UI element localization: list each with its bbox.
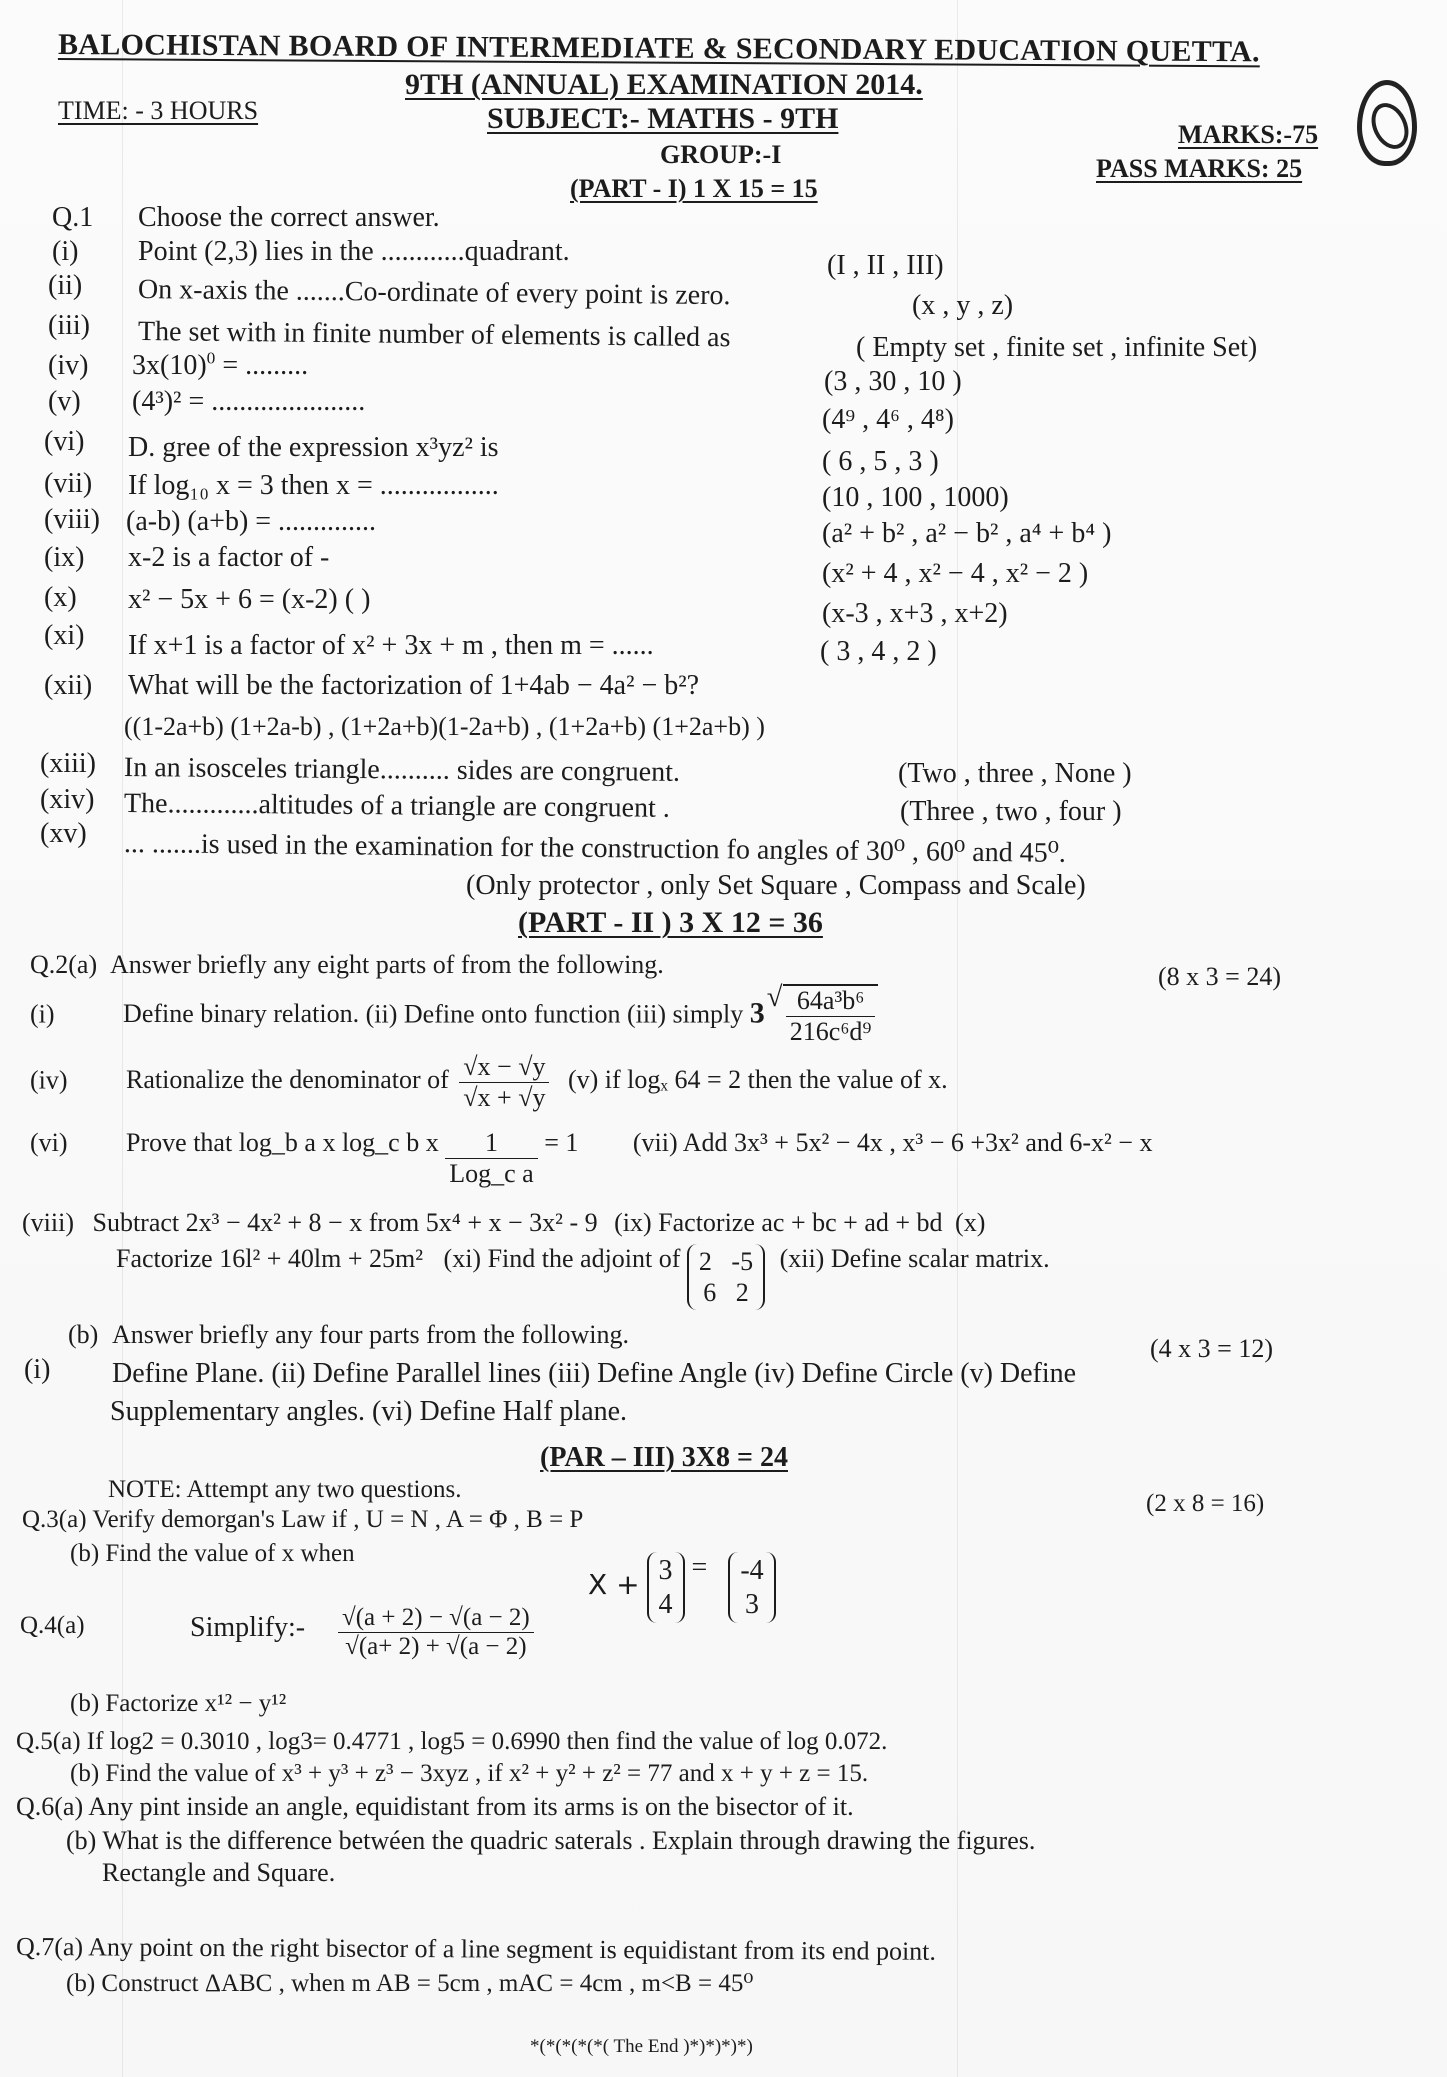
q6b-text: (b) What is the difference betwéen the quadric saterals . Explain through drawing the figures. bbox=[66, 1826, 1036, 1855]
end-marker: *(*(*(*(*( The End )*)*)*)*) bbox=[530, 2036, 753, 2057]
part-number: (viii) bbox=[22, 1208, 74, 1237]
question-text: Rationalize the denominator of bbox=[126, 1065, 449, 1095]
matrix-cell: 4 bbox=[658, 1588, 673, 1620]
fraction bbox=[338, 1604, 534, 1661]
q2a-marks: (8 x 3 = 24) bbox=[1158, 962, 1281, 991]
q2b-line-2: Supplementary angles. (vi) Define Half plane. bbox=[110, 1396, 628, 1427]
part3-marks: (2 x 8 = 16) bbox=[1146, 1490, 1265, 1517]
q5b-text: (b) Find the value of x³ + y³ + z³ − 3xyz , if x² + y² + z² = 77 and x + y + z = 15. bbox=[70, 1760, 869, 1787]
question-text: (vii) Add 3x³ + 5x² − 4x , x³ − 6 +3x² and 6-x² − x bbox=[632, 1128, 1153, 1157]
q2a-label: Q.2(a) bbox=[30, 950, 98, 979]
mcq-question: x-2 is a factor of - bbox=[128, 542, 330, 573]
q3a-text: Q.3(a) Verify demorgan's Law if , U = N , A = Φ , B = P bbox=[22, 1506, 584, 1533]
mcq-options: (10 , 100 , 1000) bbox=[822, 482, 1009, 513]
fraction bbox=[445, 1128, 537, 1189]
marks-label: MARKS:-75 bbox=[1178, 120, 1319, 149]
question-text: (xi) Find the adjoint of bbox=[443, 1244, 681, 1273]
mcq-number: (ii) bbox=[48, 270, 83, 301]
mcq-number: (xi) bbox=[44, 620, 85, 651]
part3-note: NOTE: Attempt any two questions. bbox=[108, 1476, 462, 1503]
denominator: √(a+ 2) + √(a − 2) bbox=[345, 1633, 527, 1660]
q3b-text: (b) Find the value of x when bbox=[70, 1540, 355, 1567]
denominator: 216c⁶d⁹ bbox=[789, 1017, 872, 1046]
mcq-options: ( 3 , 4 , 2 ) bbox=[820, 636, 937, 667]
question-text: (iii) simply bbox=[627, 999, 744, 1029]
numerator: √ 64a³b⁶ bbox=[786, 986, 876, 1017]
q1-label: Q.1 bbox=[52, 202, 94, 233]
q6b-text-cont: Rectangle and Square. bbox=[102, 1858, 336, 1887]
q7b-text: (b) Construct ΔABC , when m AB = 5cm , mAC = 4cm , m<B = 45⁰ bbox=[66, 1970, 754, 1997]
q2a-line-5 bbox=[116, 1244, 1050, 1310]
q2a-line-4 bbox=[22, 1208, 985, 1238]
mcq-question: On x-axis the .......Co-ordinate of every point is zero. bbox=[137, 274, 731, 312]
mcq-number: (xii) bbox=[44, 670, 93, 701]
mcq-options: (x , y , z) bbox=[912, 290, 1014, 321]
mcq-options: (x² + 4 , x² − 4 , x² − 2 ) bbox=[822, 558, 1089, 589]
mcq-number: (xiv) bbox=[40, 784, 95, 815]
subject-label: SUBJECT:- MATHS - 9TH bbox=[487, 102, 839, 135]
matrix-cell: -5 bbox=[731, 1247, 754, 1276]
time-label: TIME: - 3 HOURS bbox=[58, 96, 259, 125]
question-text: (ix) Factorize ac + bc + ad + bd bbox=[614, 1208, 943, 1237]
matrix-cell: -4 bbox=[740, 1555, 764, 1586]
mcq-options: (3 , 30 , 10 ) bbox=[824, 366, 962, 397]
cube-root-expression bbox=[783, 984, 879, 1047]
q7a-text: Q.7(a) Any point on the right bisector of a line segment is equidistant from its end point. bbox=[15, 1932, 937, 1966]
mcq-question: The.............altitudes of a triangle are congruent . bbox=[123, 788, 670, 824]
matrix-cell: 3 bbox=[658, 1555, 673, 1586]
question-text: (ii) Define onto function bbox=[365, 999, 621, 1029]
mcq-question: If x+1 is a factor of x² + 3x + m , then m = ...... bbox=[128, 630, 654, 661]
mcq-question: D. gree of the expression x³yz² is bbox=[128, 432, 499, 463]
mcq-number: (v) bbox=[48, 386, 81, 417]
question-text: (v) if logₓ 64 = 2 then the value of x. bbox=[567, 1065, 948, 1095]
board-title: BALOCHISTAN BOARD OF INTERMEDIATE & SECONDARY EDUCATION QUETTA. bbox=[57, 28, 1260, 69]
denominator: Log_c a bbox=[449, 1159, 534, 1188]
q3b-equation bbox=[588, 1552, 776, 1623]
mcq-number: (vi) bbox=[44, 426, 85, 457]
mcq-number: (xv) bbox=[40, 818, 87, 849]
numerator: √x − √y bbox=[459, 1052, 549, 1083]
mcq-number: (vii) bbox=[44, 468, 93, 499]
question-text: Define binary relation. bbox=[123, 999, 360, 1029]
mcq-question: x² − 5x + 6 = (x-2) ( ) bbox=[128, 584, 371, 615]
expr-base: 3x(10) bbox=[132, 350, 207, 381]
matrix bbox=[728, 1552, 775, 1623]
q2a-line-2 bbox=[30, 1052, 948, 1113]
mcq-options: ( 6 , 5 , 3 ) bbox=[822, 446, 939, 477]
q2a-line-3 bbox=[30, 1128, 1152, 1189]
q4a-fraction bbox=[338, 1604, 534, 1661]
mcq-question: The set with in finite number of elements is called as bbox=[137, 316, 731, 354]
part3-title: (PAR – III) 3X8 = 24 bbox=[540, 1442, 788, 1473]
q1-instruction: Choose the correct answer. bbox=[138, 202, 440, 233]
q4b-text: (b) Factorize x¹² − y¹² bbox=[70, 1690, 287, 1717]
exam-title: 9TH (ANNUAL) EXAMINATION 2014. bbox=[405, 68, 923, 101]
matrix-cell: 6 bbox=[703, 1278, 717, 1308]
fraction bbox=[786, 986, 876, 1047]
question-text: Subtract 2x³ − 4x² + 8 − x from 5x⁴ + x − 3x² - 9 bbox=[92, 1208, 598, 1237]
matrix-cell: 2 bbox=[698, 1247, 712, 1276]
board-logo-icon bbox=[1357, 80, 1417, 166]
mcq-question: If log₁₀ x = 3 then x = ................. bbox=[128, 470, 499, 501]
mcq-options: ((1-2a+b) (1+2a-b) , (1+2a+b)(1-2a+b) , (1+2a+b) (1+2a+b) ) bbox=[124, 712, 765, 741]
mcq-number: (x) bbox=[44, 582, 77, 613]
q6a-text: Q.6(a) Any pint inside an angle, equidistant from its arms is on the bisector of it. bbox=[16, 1792, 854, 1821]
part-number: (i) bbox=[30, 999, 55, 1029]
root-index: 3 bbox=[749, 996, 765, 1030]
pass-marks-label: PASS MARKS: 25 bbox=[1096, 154, 1303, 183]
mcq-options: (Three , two , four ) bbox=[900, 796, 1122, 827]
mcq-question: (a-b) (a+b) = .............. bbox=[126, 506, 377, 537]
mcq-question: In an isosceles triangle.......... sides are congruent. bbox=[123, 752, 681, 788]
mcq-options: (a² + b² , a² − b² , a⁴ + b⁴ ) bbox=[822, 518, 1112, 549]
mcq-options: (Two , three , None ) bbox=[898, 758, 1132, 789]
question-text: (xii) Define scalar matrix. bbox=[779, 1244, 1050, 1273]
matrix-cell: 3 bbox=[745, 1588, 759, 1620]
mcq-question bbox=[132, 350, 308, 382]
matrix bbox=[687, 1244, 765, 1310]
mcq-number: (iv) bbox=[48, 350, 89, 381]
matrix-row bbox=[699, 1277, 753, 1308]
part-number: (x) bbox=[955, 1208, 986, 1237]
part-number: (vi) bbox=[30, 1128, 68, 1157]
q4a-text: Simplify:- bbox=[190, 1612, 306, 1643]
mcq-number: (viii) bbox=[44, 504, 100, 535]
equals: = 1 bbox=[544, 1128, 579, 1157]
matrix bbox=[647, 1552, 685, 1623]
mcq-options: ( Empty set , finite set , infinite Set) bbox=[856, 332, 1258, 363]
variable-x: X + bbox=[588, 1568, 640, 1602]
q2b-marks: (4 x 3 = 12) bbox=[1150, 1334, 1273, 1363]
mcq-options: (I , II , III) bbox=[827, 250, 944, 281]
denominator: √x + √y bbox=[463, 1083, 546, 1112]
mcq-number: (iii) bbox=[48, 310, 90, 341]
numerator: 1 bbox=[445, 1128, 537, 1159]
mcq-number: (xiii) bbox=[40, 748, 96, 779]
mcq-question: What will be the factorization of 1+4ab − 4a² − b²? bbox=[128, 670, 700, 701]
group-label: GROUP:-I bbox=[660, 140, 782, 169]
mcq-options: (x-3 , x+3 , x+2) bbox=[822, 598, 1008, 629]
q2a-instruction: Answer briefly any eight parts of from the following. bbox=[110, 950, 664, 979]
q4a-label: Q.4(a) bbox=[20, 1612, 85, 1639]
part2-title: (PART - II ) 3 X 12 = 36 bbox=[518, 906, 823, 939]
q2b-instruction: Answer briefly any four parts from the following. bbox=[112, 1320, 629, 1349]
mcq-question: Point (2,3) lies in the ............quadrant. bbox=[138, 236, 570, 267]
matrix-cell: 2 bbox=[735, 1278, 749, 1308]
mcq-question: (4³)² = ...................... bbox=[132, 386, 366, 417]
mcq-options: (Only protector , only Set Square , Compass and Scale) bbox=[466, 870, 1086, 901]
question-text: Factorize 16l² + 40lm + 25m² bbox=[116, 1244, 424, 1273]
part-number: (i) bbox=[24, 1354, 51, 1385]
mcq-options: (4⁹ , 4⁶ , 4⁸) bbox=[822, 404, 954, 435]
q2b-line-1: Define Plane. (ii) Define Parallel lines (iii) Define Angle (iv) Define Circle (v) Define bbox=[112, 1358, 1077, 1389]
mcq-question: ... .......is used in the examination for the construction fo angles of 30⁰ , 60⁰ and 45⁰. bbox=[123, 828, 1067, 869]
mcq-number: (ix) bbox=[44, 542, 85, 573]
q2a-line-1 bbox=[30, 984, 878, 1047]
matrix-row bbox=[699, 1246, 753, 1277]
part1-title: (PART - I) 1 X 15 = 15 bbox=[570, 174, 818, 203]
fraction bbox=[459, 1052, 549, 1113]
expr-blank: = ......... bbox=[215, 350, 309, 381]
q5a-text: Q.5(a) If log2 = 0.3010 , log3= 0.4771 , log5 = 0.6990 then find the value of log 0.072. bbox=[16, 1728, 888, 1755]
mcq-number: (i) bbox=[52, 236, 79, 267]
part-number: (iv) bbox=[30, 1065, 68, 1095]
question-text: Prove that log_b a x log_c b x bbox=[126, 1128, 439, 1157]
numerator: √(a + 2) − √(a − 2) bbox=[338, 1604, 534, 1633]
equals: = bbox=[691, 1552, 708, 1583]
q2b-label: (b) bbox=[68, 1320, 99, 1349]
expr-exponent: 0 bbox=[206, 348, 216, 368]
